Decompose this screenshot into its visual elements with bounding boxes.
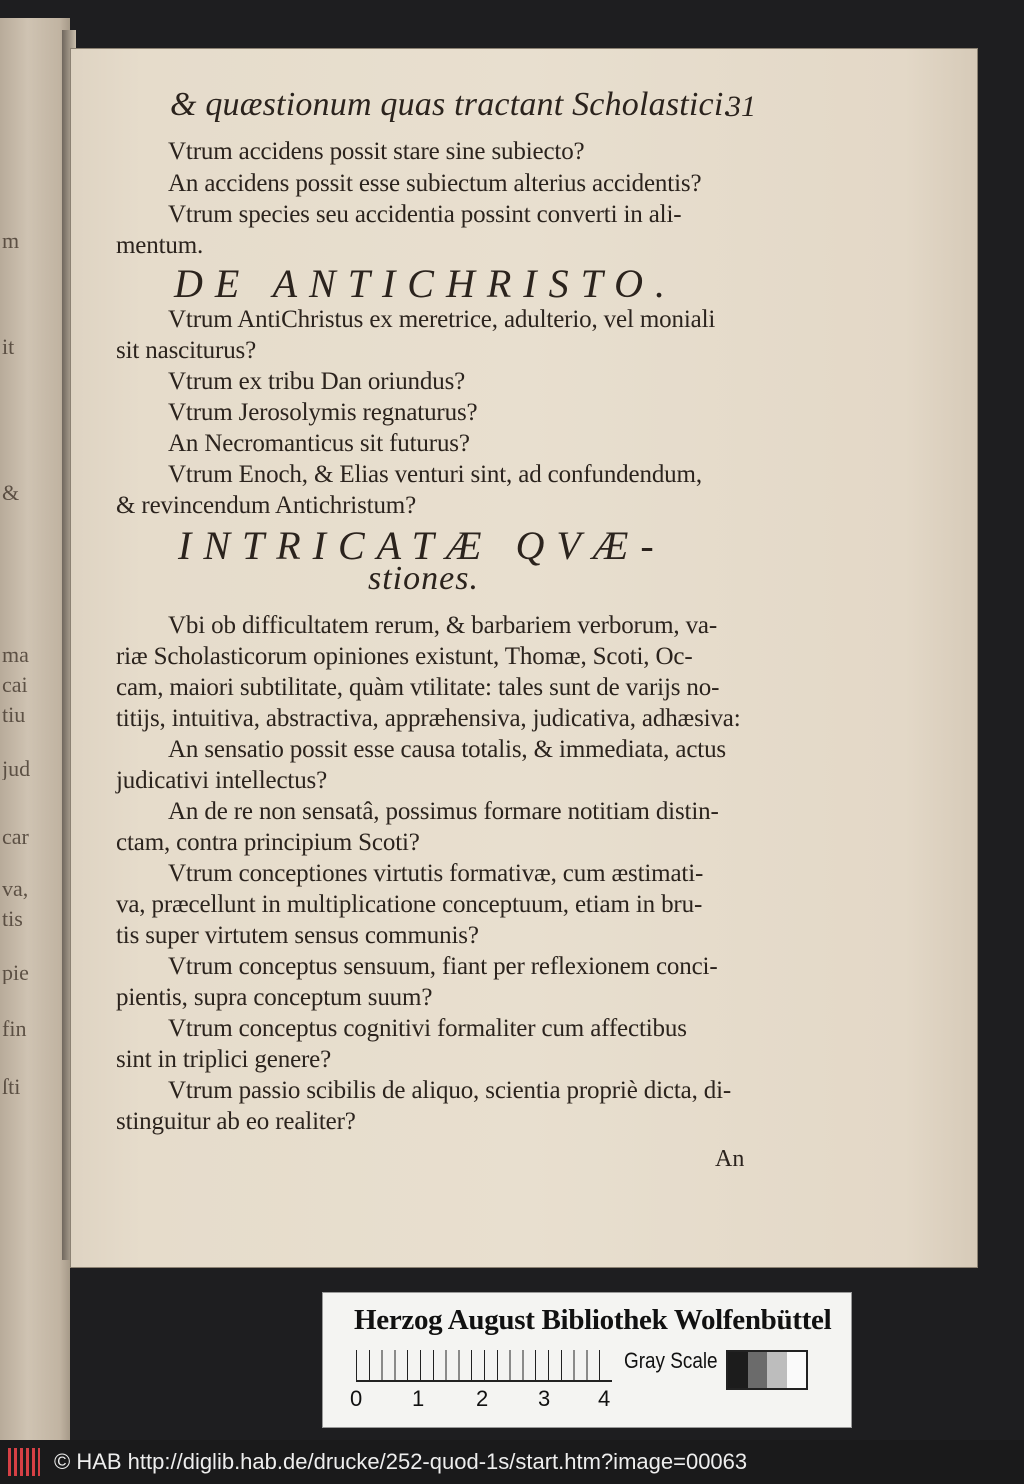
text-line: An de re non sensatâ, possimus formare notitiam distin- — [168, 798, 719, 825]
gray-step — [728, 1352, 748, 1388]
gray-scale-label: Gray Scale — [624, 1348, 718, 1373]
gray-scale-swatch — [728, 1352, 806, 1388]
text-line: Vbi ob difficultatem rerum, & barbariem verborum, va- — [168, 612, 718, 639]
text-line: Vtrum conceptus cognitivi formaliter cum affectibus — [168, 1015, 687, 1042]
ruler-number: 0 — [350, 1386, 363, 1411]
page-text — [70, 48, 978, 1268]
facing-page-fragment: pie — [2, 962, 29, 984]
library-name: Herzog August Bibliothek Wolfenbüttel — [354, 1304, 832, 1336]
section-heading-continuation: stiones. — [368, 560, 479, 597]
facing-page-fragment: ſti — [2, 1076, 21, 1098]
ruler-number: 1 — [412, 1386, 425, 1411]
running-header: & quæstionum quas tractant Scholastici. — [170, 86, 733, 123]
text-line: An accidens possit esse subiectum alterius accidentis? — [168, 170, 702, 197]
facing-page-fragment: car — [2, 826, 29, 848]
text-line: Vtrum conceptus sensuum, fiant per reflexionem conci- — [168, 953, 718, 980]
text-line: ctam, contra principium Scoti? — [116, 829, 420, 856]
text-line: Vtrum AntiChristus ex meretrice, adulterio, vel moniali — [168, 306, 716, 333]
text-line: titijs, intuitiva, abstractiva, appræhensiva, judicativa, adhæsiva: — [116, 705, 741, 732]
facing-page-fragment: it — [2, 336, 15, 358]
footer-url[interactable]: © HAB http://diglib.hab.de/drucke/252-quod-1s/start.htm?image=00063 — [54, 1449, 748, 1474]
facing-page-edge — [0, 18, 70, 1458]
text-line: Vtrum passio scibilis de aliquo, scientia propriè dicta, di- — [168, 1077, 732, 1104]
scale-ruler — [356, 1350, 612, 1382]
text-line: Vtrum ex tribu Dan oriundus? — [168, 368, 466, 395]
facing-page-fragment: ma — [2, 644, 29, 666]
book-page — [70, 48, 978, 1268]
facing-page-fragment: tis — [2, 908, 23, 930]
facing-page-fragment: va, — [2, 878, 29, 900]
text-line: & revincendum Antichristum? — [116, 492, 417, 519]
text-line: va, præcellunt in multiplicatione conceptuum, etiam in bru- — [116, 891, 703, 918]
section-heading: DE ANTICHRISTO. — [174, 261, 678, 306]
catchword: An — [715, 1146, 745, 1172]
ruler-number: 4 — [598, 1386, 611, 1411]
text-line: An Necromanticus sit futurus? — [168, 430, 470, 457]
text-line: judicativi intellectus? — [116, 767, 328, 794]
gray-step — [767, 1352, 787, 1388]
ruler-number: 2 — [476, 1386, 489, 1411]
text-line: pientis, supra conceptum suum? — [116, 984, 433, 1011]
hab-logo-icon — [8, 1448, 40, 1476]
facing-page-fragment: & — [2, 482, 20, 504]
text-line: sint in triplici genere? — [116, 1046, 332, 1073]
text-line: tis super virtutem sensus communis? — [116, 922, 479, 949]
facing-page-fragment: m — [2, 230, 20, 252]
text-line: Vtrum conceptiones virtutis formativæ, cum æstimati- — [168, 860, 704, 887]
text-line: mentum. — [116, 232, 204, 259]
facing-page-fragment: jud — [2, 758, 31, 780]
gray-step — [748, 1352, 768, 1388]
footer-bar — [0, 1440, 1024, 1484]
text-line: sit nasciturus? — [116, 337, 257, 364]
text-line: stinguitur ab eo realiter? — [116, 1108, 356, 1135]
text-line: Vtrum Enoch, & Elias venturi sint, ad confundendum, — [168, 461, 702, 488]
text-line: cam, maiori subtilitate, quàm vtilitate: tales sunt de varijs no- — [116, 674, 720, 701]
facing-page-fragment: tiu — [2, 704, 26, 726]
text-line: Vtrum accidens possit stare sine subiecto? — [168, 138, 585, 165]
library-color-card — [322, 1292, 852, 1428]
facing-page-fragment: cai — [2, 674, 28, 696]
text-line: Vtrum Jerosolymis regnaturus? — [168, 399, 478, 426]
text-line: Vtrum species seu accidentia possint converti in ali- — [168, 201, 682, 228]
gray-step — [787, 1352, 807, 1388]
page-number: 31 — [726, 90, 756, 123]
text-line: An sensatio possit esse causa totalis, & immediata, actus — [168, 736, 727, 763]
facing-page-fragment: fin — [2, 1018, 27, 1040]
section-heading: INTRICATÆ QVÆ- — [178, 523, 666, 568]
text-line: riæ Scholasticorum opiniones existunt, Thomæ, Scoti, Oc- — [116, 643, 693, 670]
ruler-number: 3 — [538, 1386, 551, 1411]
